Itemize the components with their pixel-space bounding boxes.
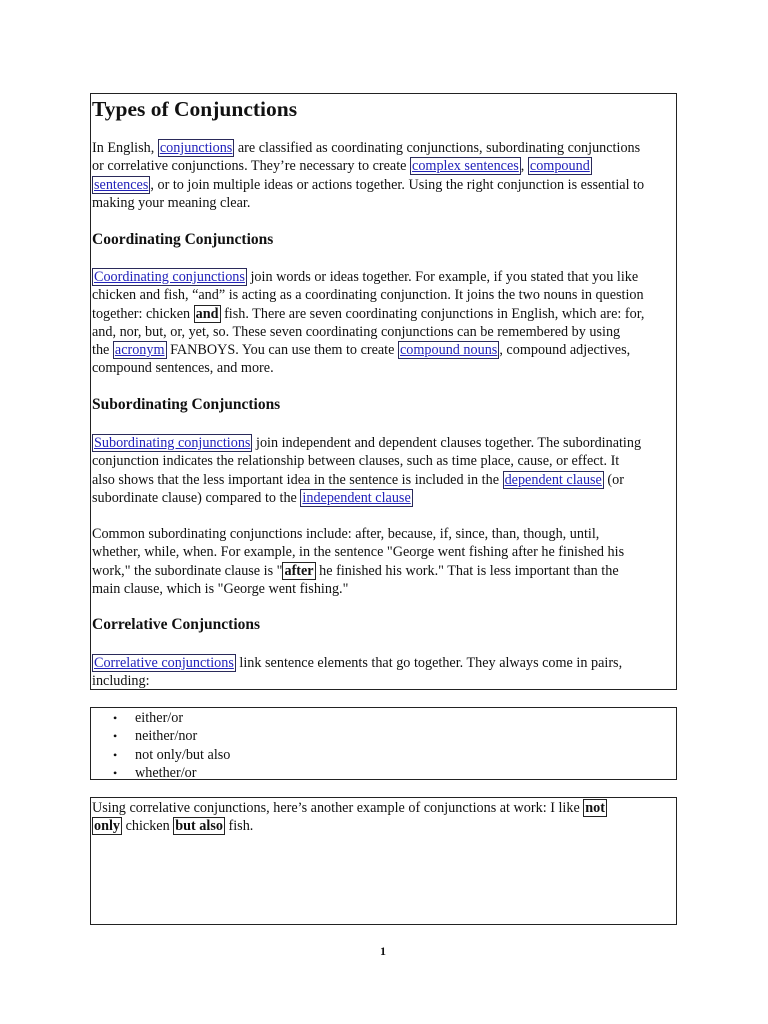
example-box — [90, 797, 677, 925]
conjunctions-link[interactable]: conjunctions — [159, 140, 233, 156]
subordinating-paragraph-2 — [92, 525, 682, 598]
highlight-only: only — [94, 818, 121, 835]
bullet-icon: • — [113, 711, 118, 725]
correlative-paragraph — [92, 654, 682, 691]
text: making your meaning clear. — [92, 194, 251, 211]
coordinating-heading: Coordinating Conjunctions — [92, 231, 274, 248]
text: conjunction indicates the relationship between clauses, such as time place, cause, or effect. It — [92, 453, 620, 470]
text: are classified as coordinating conjunctions, subordinating conjunctions — [234, 140, 641, 156]
list-item — [113, 746, 230, 764]
dependent-clause-link[interactable]: dependent clause — [504, 471, 602, 488]
text: fish. — [224, 818, 254, 835]
main-text-box — [90, 93, 677, 690]
text: fish. There are seven coordinating conjunctions in English, which are: for, — [220, 305, 645, 322]
intro-paragraph — [92, 139, 682, 212]
compound-sentences-link[interactable]: compound — [529, 158, 590, 175]
independent-clause-link[interactable]: independent clause — [302, 489, 411, 506]
text: work," the subordinate clause is " — [92, 562, 283, 579]
text: join independent and dependent clauses together. The subordinating — [252, 435, 642, 451]
complex-sentences-link[interactable]: complex sentences — [412, 158, 519, 175]
highlight-and: and — [195, 305, 219, 322]
highlight-after: after — [284, 562, 314, 579]
bullet-icon: • — [113, 747, 118, 762]
text: compound sentences, and more. — [92, 360, 274, 377]
text: , compound adjectives, — [499, 342, 631, 359]
list-item — [113, 764, 230, 782]
text: whether, while, when. For example, in the sentence "George went fishing after he finished his — [92, 544, 625, 561]
text: FANBOYS. You can use them to create — [166, 342, 398, 359]
text: or correlative conjunctions. They’re necessary to create — [92, 158, 411, 175]
acronym-link[interactable]: acronym — [114, 342, 165, 359]
list-item — [113, 727, 230, 745]
text: chicken and fish, “and” is acting as a coordinating conjunction. It joins the two nouns in question — [92, 287, 644, 304]
highlight-not: not — [585, 800, 606, 816]
subordinating-heading: Subordinating Conjunctions — [92, 396, 281, 413]
text: he finished his work." That is less important than the — [315, 562, 619, 579]
correlative-conjunctions-link[interactable]: Correlative conjunctions — [94, 655, 234, 671]
list-item-text: not only/but also — [135, 746, 231, 763]
list-item-text: neither/nor — [135, 728, 198, 745]
list-item-text: whether/or — [135, 764, 197, 781]
text: subordinate clause) compared to the — [92, 489, 301, 506]
bullet-icon: • — [113, 765, 118, 780]
text: including: — [92, 673, 150, 690]
highlight-but-also: but also — [175, 818, 223, 835]
text: main clause, which is "George went fishing." — [92, 580, 349, 597]
text: (or — [603, 471, 624, 488]
bullet-icon: • — [113, 729, 118, 744]
text: In English, — [92, 140, 158, 156]
text: join words or ideas together. For example, if you stated that you like — [246, 269, 639, 285]
text: together: chicken — [92, 305, 194, 322]
example-paragraph — [92, 799, 682, 836]
text: also shows that the less important idea in the sentence is included in the — [92, 471, 503, 488]
text: and, nor, but, or, yet, so. These seven coordinating conjunctions can be remembered by using — [92, 323, 621, 340]
list-item-text: either/or — [135, 710, 184, 726]
compound-sentences-link-cont[interactable]: sentences — [94, 176, 149, 193]
correlative-heading: Correlative Conjunctions — [92, 616, 261, 633]
text: Common subordinating conjunctions include: after, because, if, since, than, though, until, — [92, 526, 600, 542]
pairs-list-box — [90, 707, 677, 780]
text: , or to join multiple ideas or actions together. Using the right conjunction is essential to — [150, 176, 645, 193]
text: link sentence elements that go together. They always come in pairs, — [235, 655, 623, 671]
compound-nouns-link[interactable]: compound nouns — [399, 342, 498, 359]
coordinating-conjunctions-link[interactable]: Coordinating conjunctions — [94, 269, 245, 285]
subordinating-paragraph — [92, 434, 682, 507]
list-item — [113, 709, 230, 727]
coordinating-paragraph — [92, 268, 682, 378]
text: Using correlative conjunctions, here’s another example of conjunctions at work: I like — [92, 800, 584, 816]
page-number: 1 — [380, 944, 386, 958]
page-title: Types of Conjunctions — [92, 97, 298, 121]
text: , — [520, 158, 528, 175]
pairs-list — [113, 709, 230, 782]
text: chicken — [122, 818, 174, 835]
subordinating-conjunctions-link[interactable]: Subordinating conjunctions — [94, 435, 251, 451]
text: the — [92, 342, 113, 359]
